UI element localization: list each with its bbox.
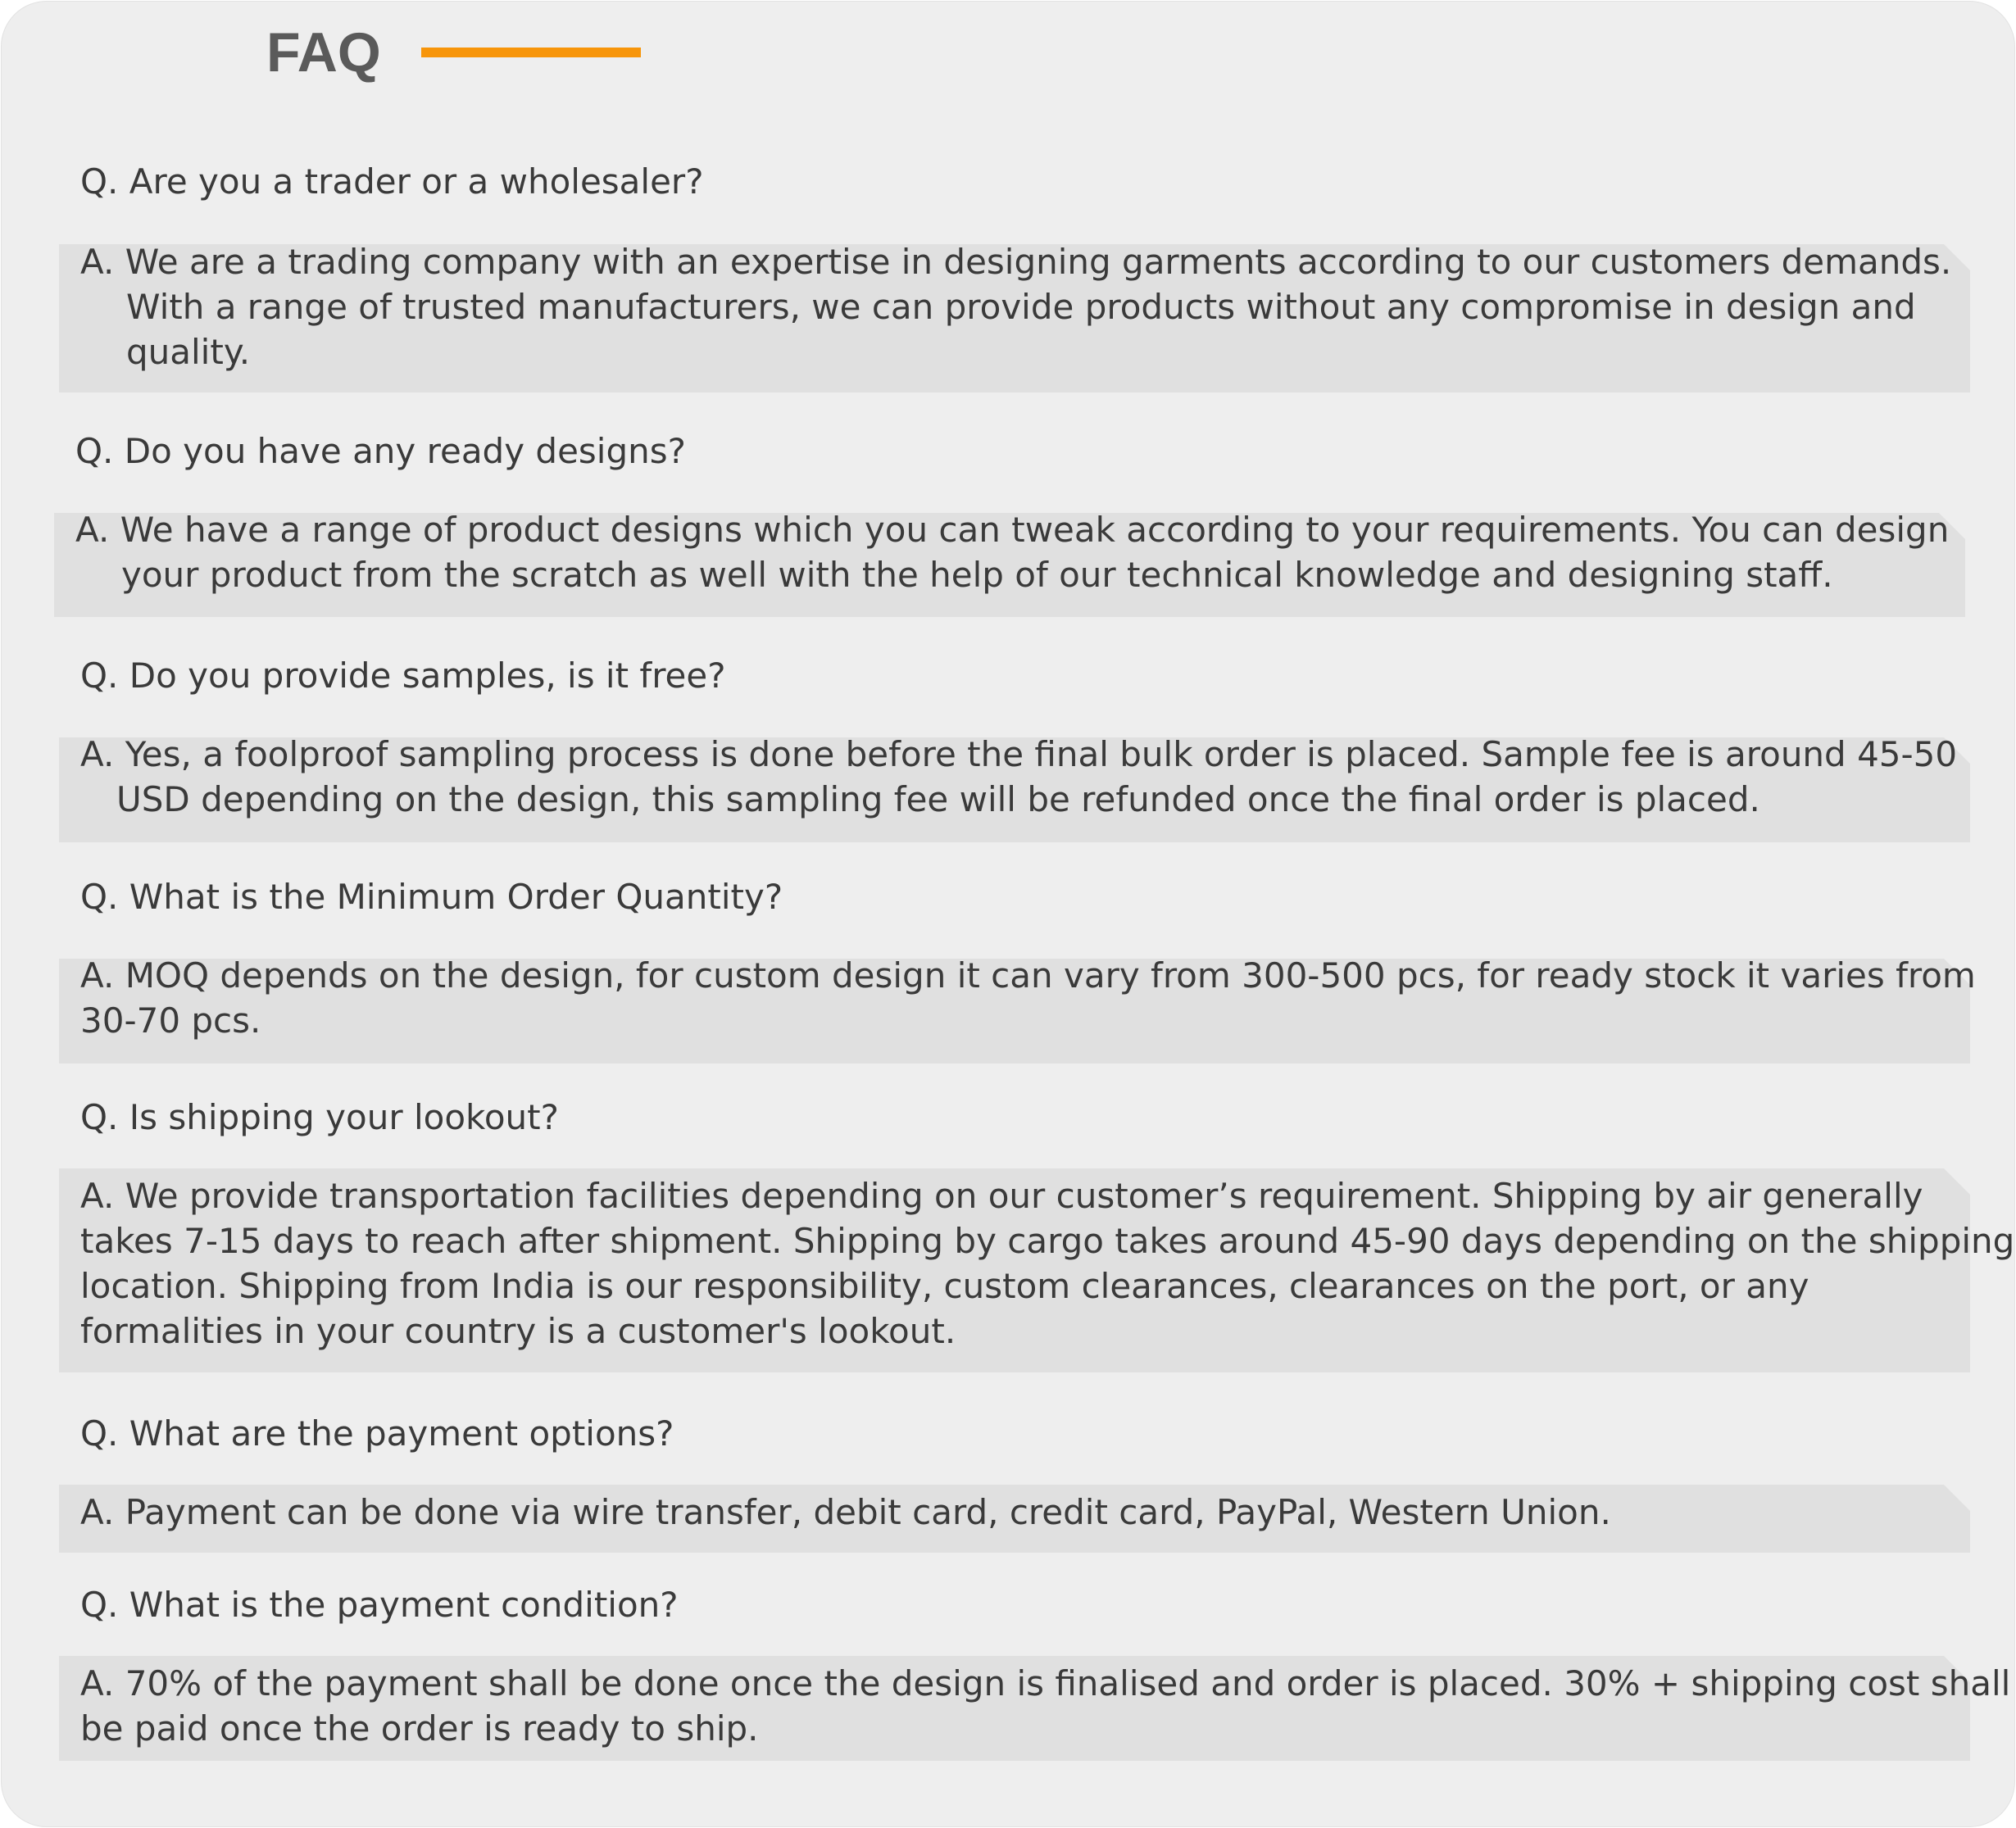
faq-answer xyxy=(75,507,1949,597)
faq-answer-line: A. 70% of the payment shall be done once the design is finalised and order is placed. 30% + shipping cost shall xyxy=(80,1663,2011,1703)
faq-answer-line: location. Shipping from India is our responsibility, custom clearances, clearances on the port, or any xyxy=(80,1266,1809,1306)
faq-question: Q. What is the payment condition? xyxy=(80,1585,679,1625)
faq-answer xyxy=(80,1661,2010,1751)
faq-answer-line: be paid once the order is ready to ship. xyxy=(80,1708,759,1749)
faq-question: Q. Do you provide samples, is it free? xyxy=(80,655,726,696)
faq-answer-line: A. MOQ depends on the design, for custom design it can vary from 300-500 pcs, for ready stock it varies from xyxy=(80,955,1976,996)
faq-answer xyxy=(80,239,1951,374)
faq-question: Q. Are you a trader or a wholesaler? xyxy=(80,161,704,202)
faq-answer-line: formalities in your country is a customer's lookout. xyxy=(80,1311,956,1351)
title-accent-line xyxy=(421,48,641,57)
faq-answer-line: quality. xyxy=(126,332,251,372)
faq-answer-line: USD depending on the design, this sampling fee will be refunded once the final order is placed. xyxy=(116,779,1760,819)
faq-question: Q. What are the payment options? xyxy=(80,1413,674,1454)
faq-question: Q. Is shipping your lookout? xyxy=(80,1097,559,1137)
faq-answer-line: A. We have a range of product designs which you can tweak according to your requirements. You can design xyxy=(75,510,1950,550)
faq-answer-line: A. Yes, a foolproof sampling process is done before the final bulk order is placed. Sample fee is around 45-50 xyxy=(80,734,1958,774)
faq-question: Q. Do you have any ready designs? xyxy=(75,431,686,471)
faq-answer xyxy=(80,1173,2014,1354)
faq-answer-line: A. Payment can be done via wire transfer, debit card, credit card, PayPal, Western Union. xyxy=(80,1492,1611,1532)
faq-answer-line: A. We are a trading company with an expertise in designing garments according to our customers demands. xyxy=(80,242,1952,282)
faq-card xyxy=(1,1,2015,1827)
faq-answer-line: takes 7-15 days to reach after shipment. Shipping by cargo takes around 45-90 days depending on the shipping xyxy=(80,1221,2015,1261)
faq-answer-line: 30-70 pcs. xyxy=(80,1000,261,1041)
page-title: FAQ xyxy=(266,21,381,84)
faq-answer-line: your product from the scratch as well with the help of our technical knowledge and designing staff. xyxy=(121,555,1833,595)
faq-answer xyxy=(80,732,1957,822)
faq-answer xyxy=(80,953,1976,1043)
faq-answer-line: A. We provide transportation facilities depending on our customer’s requirement. Shipping by air generally xyxy=(80,1176,1923,1216)
faq-question: Q. What is the Minimum Order Quantity? xyxy=(80,877,783,917)
faq-answer-line: With a range of trusted manufacturers, we can provide products without any compromise in design and xyxy=(126,287,1916,327)
faq-answer xyxy=(80,1490,1611,1535)
